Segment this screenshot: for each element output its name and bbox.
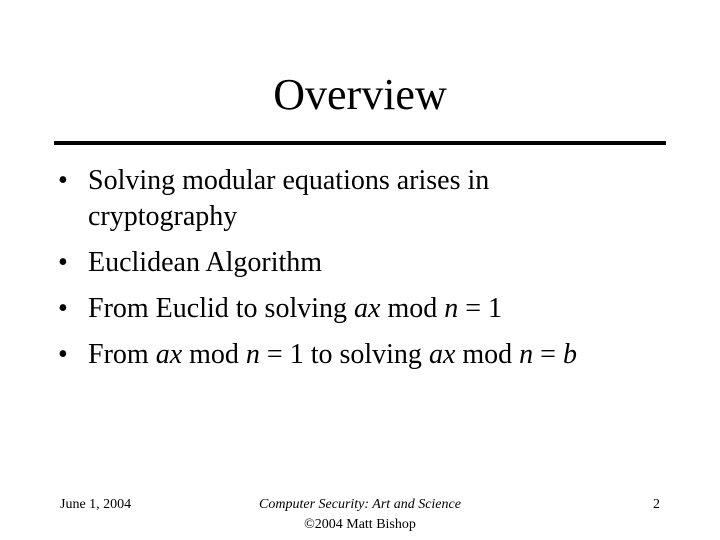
- title-divider: [54, 141, 666, 145]
- bullet-text-segment: mod: [455, 339, 520, 370]
- footer-page-number: 2: [653, 497, 660, 512]
- footer-date: June 1, 2004: [60, 497, 132, 512]
- bullet-text-segment: mod: [380, 293, 445, 324]
- bullet-text-segment: = 1 to solving: [259, 339, 429, 370]
- math-variable: n: [444, 293, 459, 324]
- bullet-text: [88, 293, 502, 324]
- bullet-text: [88, 339, 577, 370]
- bullet-text: [88, 165, 489, 196]
- math-variable: n: [245, 339, 260, 370]
- math-variable: b: [562, 339, 577, 370]
- math-variable: ax: [354, 293, 381, 324]
- bullet-list: [58, 163, 678, 383]
- math-variable: n: [519, 339, 534, 370]
- slide-title: Overview: [273, 70, 447, 119]
- bullet-marker: •: [58, 247, 68, 278]
- footer-copyright: ©2004 Matt Bishop: [304, 517, 416, 532]
- footer-source: [210, 495, 510, 535]
- bullet-text-segment: Euclidean Algorithm: [88, 247, 323, 278]
- bullet-text-segment: mod: [182, 339, 246, 370]
- bullet-text-continuation: [88, 199, 678, 235]
- bullet-item: [58, 337, 678, 373]
- bullet-text-segment: From Euclid to solving: [88, 293, 354, 324]
- bullet-text: [88, 247, 322, 278]
- bullet-item: [58, 245, 678, 281]
- bullet-marker: •: [58, 339, 68, 370]
- bullet-text-segment: From: [88, 339, 156, 370]
- math-variable: ax: [428, 339, 456, 370]
- bullet-item: [58, 291, 678, 327]
- bullet-marker: •: [58, 165, 68, 196]
- bullet-text-segment: =: [533, 339, 563, 370]
- bullet-marker: •: [58, 293, 68, 324]
- bullet-text-segment: Solving modular equations arises in: [88, 165, 490, 196]
- math-variable: ax: [155, 339, 183, 370]
- footer-book-title: Computer Security: Art and Science: [259, 497, 461, 512]
- bullet-item: [58, 163, 678, 235]
- bullet-text-segment: = 1: [458, 293, 503, 324]
- bullet-text-segment: cryptography: [88, 201, 238, 232]
